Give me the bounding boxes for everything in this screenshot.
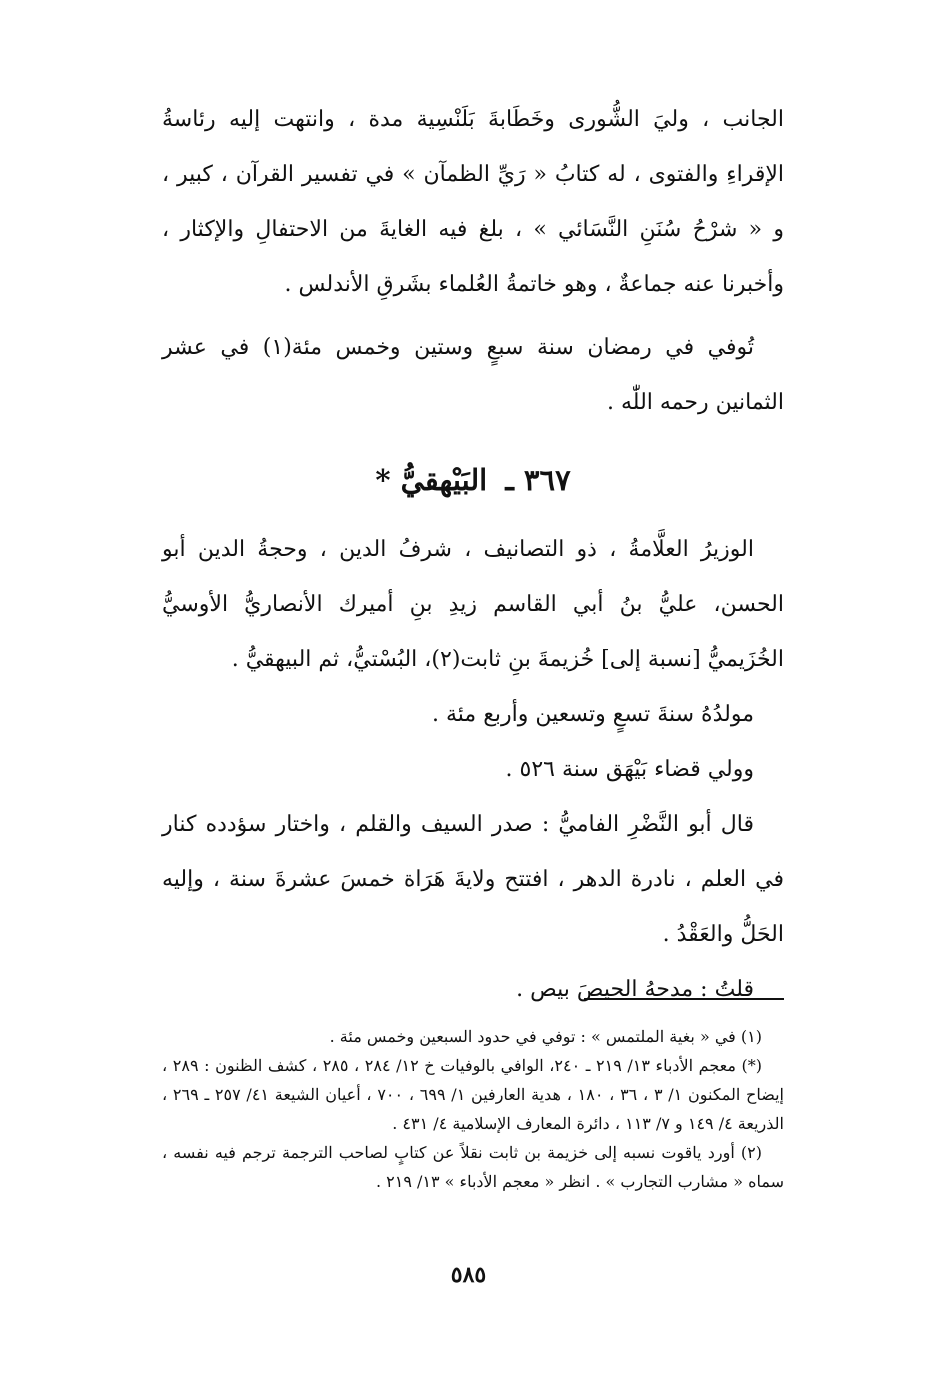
paragraph-judgeship: وولي قضاء بَيْهَق سنة ٥٢٦ . — [505, 757, 754, 782]
entry-number: ٣٦٧ ـ — [505, 463, 571, 497]
paragraph-note: قلتُ : مدحهُ الحيصَ بيص . — [516, 977, 754, 1002]
paragraph-birth: مولدُهُ سنةَ تسعٍ وتسعين وأربع مئة . — [432, 702, 754, 727]
paragraph-quote: قال أبو النَّضْرِ الفاميُّ : صدر السيف والقلم ، واختار سؤدده كنار في العلم ، نادرة الدهر ، افتتح ولايةَ هَرَاة خمسَ عشرةَ سنة ، وإليه الحَلُّ والعَقْدُ . — [162, 812, 784, 947]
entry-heading — [162, 450, 784, 510]
paragraph-death: تُوفي في رمضان سنة سبعٍ وستين وخمس مئة(١) في عشر الثمانين رحمه اللّٰه . — [162, 335, 784, 415]
page-number: ٥٨٥ — [450, 1262, 487, 1288]
page-content — [162, 92, 784, 1292]
paragraph-continuation: الجانب ، وليَ الشُّورى وخَطَابةَ بَلَنْسِية مدة ، وانتهت إليه رئاسةُ الإقراءِ والفتوى ، له كتابُ « رَيِّ الظمآن » في تفسير القرآن ، كبير ، و « شرْحُ سُنَنِ النَّسَائي » ، بلغ فيه الغايةَ من الاحتفالِ والإكثار ، وأخبرنا عنه جماعةٌ ، وهو خاتمةُ العُلماء بشَرقِ الأندلس . — [162, 107, 784, 297]
footnote-star: (*) معجم الأدباء ١٣/ ٢١٩ ـ ٢٤٠، الوافي بالوفيات خ ١٢/ ٢٨٤ ، ٢٨٥ ، كشف الظنون : ٢٨٩ ، إيضاح المكنون ١/ ٣ ، ٣٦ ، ١٨٠ ، هدية العارفين ١/ ٦٩٩ ، ٧٠٠ ، أعيان الشيعة ٤١/ ٢٥٧ ـ ٢٦٩ ، الذريعة ٤/ ١٤٩ و ٧/ ١١٣ ، دائرة المعارف الإسلامية ٤/ ٤٣١ . — [162, 1056, 784, 1133]
footnote-divider — [584, 998, 784, 1000]
entry-name: البَيْهقيُّ * — [375, 463, 488, 497]
footnotes — [162, 1022, 784, 1196]
footnote-2: (٢) أورد ياقوت نسبه إلى خزيمة بن ثابت نقلاً عن كتابٍ لصاحب الترجمة ترجم فيه نفسه ، سماه « مشارب التجارب » . انظر « معجم الأدباء » ١٣/ ٢١٩ . — [162, 1143, 784, 1191]
paragraph-biography: الوزيرُ العلَّامةُ ، ذو التصانيف ، شرفُ الدين ، وحجةُ الدين أبو الحسن، عليُّ بنُ أبي القاسم زيدِ بنِ أميرك الأنصاريُّ الأوسيُّ الخُزَيميُّ [نسبة إلى] خُزيمةَ بنِ ثابت(٢)، البُسْتيُّ، ثم البيهقيُّ . — [162, 537, 784, 672]
footnote-1: (١) في « بغية الملتمس » : توفي في حدود السبعين وخمس مئة . — [329, 1027, 762, 1046]
